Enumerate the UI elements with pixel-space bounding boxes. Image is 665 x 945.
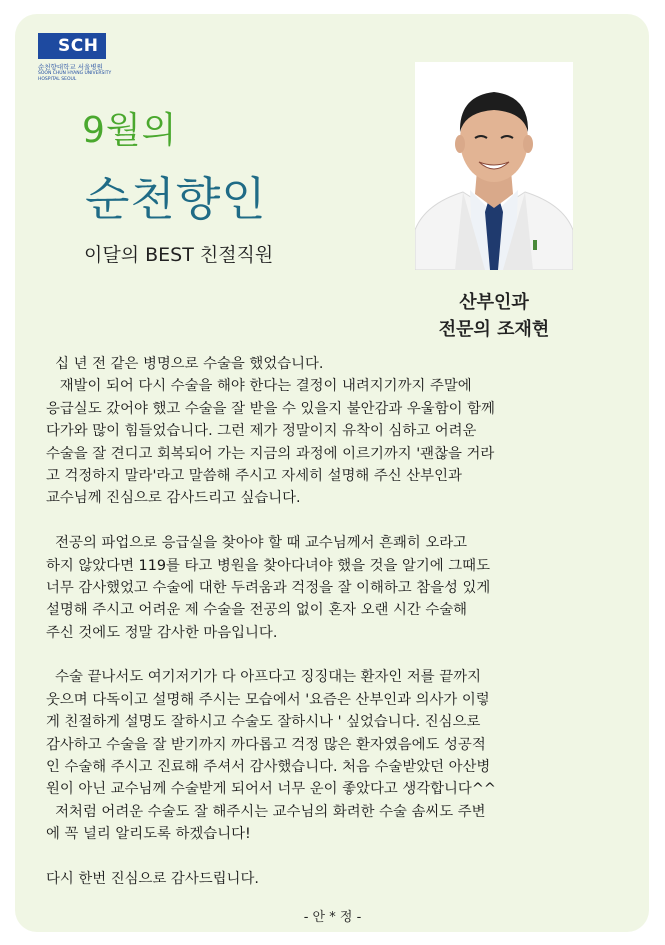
paragraph-gap <box>46 846 636 868</box>
logo-english-name-2: HOSPITAL SEOUL <box>38 76 77 82</box>
doctor-department: 산부인과 <box>459 292 529 313</box>
letter-line: 게 친절하게 설명도 잘하시고 수술도 잘하시나 ' 싶었습니다. 진심으로 <box>46 714 481 731</box>
paragraph-gap <box>46 510 636 532</box>
month-heading: 9월의 <box>82 110 178 151</box>
logo-english-name-1: SOON CHUN HYANG UNIVERSITY <box>38 71 112 76</box>
letter-line: 하지 않았다면 119를 타고 병원을 찾아다녀야 했을 것을 알기에 그때도 <box>46 557 490 574</box>
letter-line: 십 년 전 같은 병명으로 수술을 했었습니다. <box>46 356 324 372</box>
letter-line: 웃으며 다독이고 설명해 주시는 모습에서 '요즘은 산부인과 의사가 이렇 <box>46 691 490 708</box>
page-subtitle: 이달의 BEST 친절직원 <box>84 244 274 266</box>
logo-korean-name: 순천향대학교 서울병원 <box>38 63 103 71</box>
paragraph-gap <box>46 644 636 666</box>
letter-line: 전공의 파업으로 응급실을 찾아야 할 때 교수님께서 흔쾌히 오라고 <box>46 535 468 552</box>
doctor-portrait-icon <box>415 62 573 270</box>
letter-line: 설명해 주시고 어려운 제 수술을 전공의 없이 혼자 오랜 시간 수술해 <box>46 602 468 619</box>
letter-line: 수술을 잘 견디고 회복되어 가는 지금의 과정에 이르기까지 '괜찮을 거라 <box>46 445 495 462</box>
letter-line: 응급실도 갔어야 했고 수술을 잘 받을 수 있을지 불안감과 우울함이 함께 <box>46 400 495 417</box>
letter-line: 감사하고 수술을 잘 받기까지 까다롭고 걱정 많은 환자였음에도 성공적 <box>46 736 486 753</box>
letter-line: 수술 끝나서도 여기저기가 다 아프다고 징징대는 환자인 저를 끝까지 <box>46 669 481 686</box>
letter-line: 재발이 되어 다시 수술을 해야 한다는 결정이 내려지기까지 주말에 <box>46 378 472 395</box>
letter-line: 에 꼭 널리 알리도록 하겠습니다! <box>46 826 251 843</box>
letter-signature: - 안 * 정 - <box>303 910 362 925</box>
letter-line: 원이 아닌 교수님께 수술받게 되어서 너무 운이 좋았다고 생각합니다^^ <box>46 781 496 798</box>
doctor-name: 전문의 조재현 <box>438 319 550 340</box>
letter-line: 주신 것에도 정말 감사한 마음입니다. <box>46 624 278 641</box>
letter-line: 다시 한번 진심으로 감사드립니다. <box>46 870 259 887</box>
letter-line: 인 수술해 주시고 진료해 주셔서 감사했습니다. 처음 수술받았던 아산병 <box>46 759 491 776</box>
letter-body <box>46 353 636 890</box>
letter-line: 고 걱정하지 말라'라고 말씀해 주시고 자세히 설명해 주신 산부인과 <box>46 467 462 484</box>
letter-line: 다가와 많이 힘들었습니다. 그런 제가 정말이지 유착이 심하고 어려운 <box>46 423 477 440</box>
letter-line: 교수님께 진심으로 감사드리고 싶습니다. <box>46 490 301 507</box>
letter-line: 저처럼 어려운 수술도 잘 해주시는 교수님의 화려한 수술 솜씨도 주변 <box>46 803 486 820</box>
hospital-logo <box>38 33 111 82</box>
letter-line: 너무 감사했었고 수술에 대한 두려움과 걱정을 잘 이해하고 참을성 있게 <box>46 579 491 596</box>
page-title: 순천향인 <box>85 172 267 226</box>
logo-mark: SCH <box>38 33 106 59</box>
doctor-photo <box>415 62 573 270</box>
